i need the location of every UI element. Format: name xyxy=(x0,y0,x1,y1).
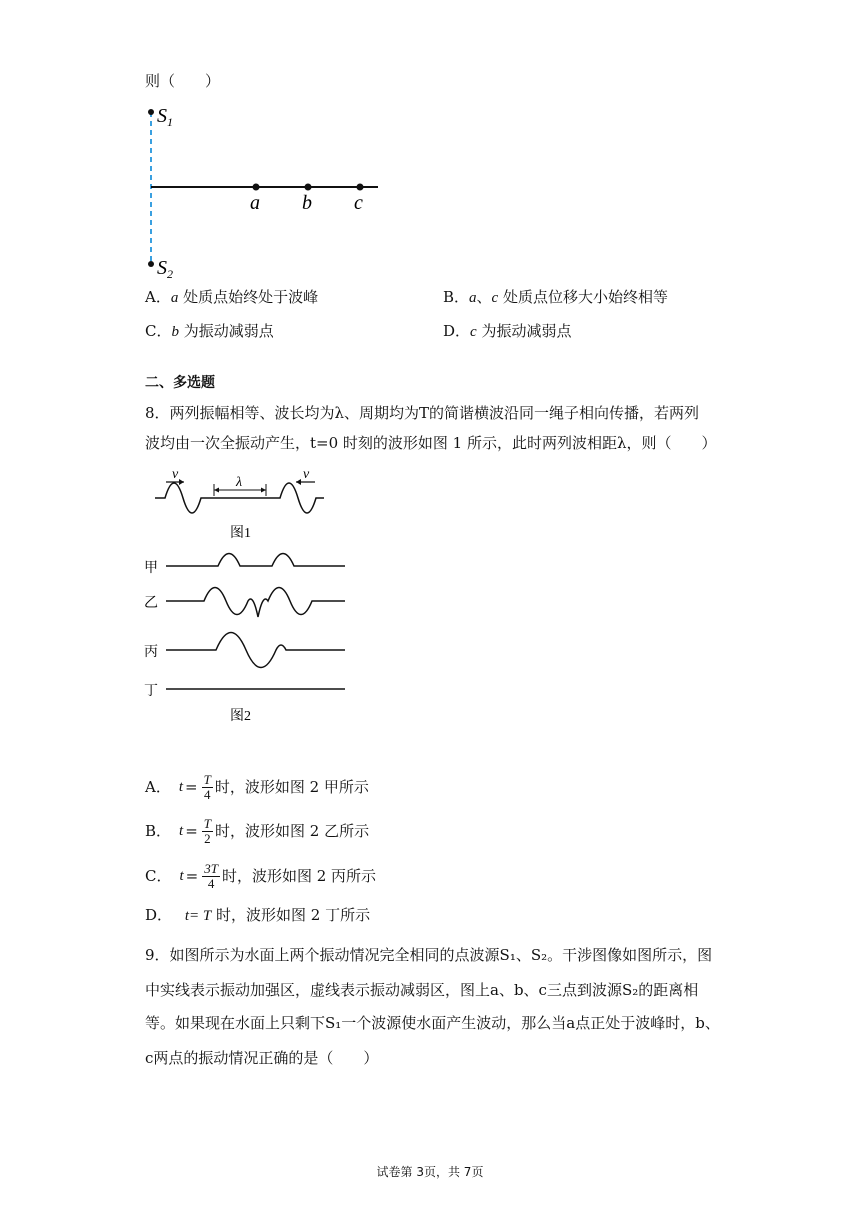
q7-s2-label: $S_2$ xyxy=(157,257,173,281)
q7-option-d[interactable]: D．c 为振动减弱点 xyxy=(443,322,572,340)
fig1-v-right: v xyxy=(303,467,310,482)
q8-option-b[interactable]: B． t = $\frac{T}{2}$ 时，波形如图 2 乙所示 xyxy=(145,815,370,846)
fig1-v-left: v xyxy=(172,467,179,482)
q8-option-d[interactable]: D． t= T 时，波形如图 2 丁所示 xyxy=(145,906,371,924)
q7-option-a[interactable]: A．a 处质点始终处于波峰 xyxy=(145,288,319,306)
q8-figure1 xyxy=(150,462,340,542)
q7-label-b: b xyxy=(302,192,312,214)
q7-source-s2-dot xyxy=(148,261,154,267)
q9-stem-line2: 中实线表示振动加强区，虚线表示振动减弱区，图上a、b、c三点到波源S₂的距离相 xyxy=(145,981,699,999)
q9-stem-line4: c两点的振动情况正确的是（ ） xyxy=(145,1049,379,1067)
fig2-label-bing: 丙 xyxy=(144,645,158,660)
q7-point-b-dot xyxy=(305,184,312,191)
section-title-multiple-choice: 二、多选题 xyxy=(145,375,215,391)
fraction-t-over-4: $\frac{T}{4}$ xyxy=(203,771,211,802)
fig1-right-wave xyxy=(265,483,324,513)
fig2-wave-bing xyxy=(166,633,345,668)
q8-option-c[interactable]: C． t = $\frac{3T}{4}$ 时，波形如图 2 丙所示 xyxy=(145,860,377,891)
q7-option-b[interactable]: B．a、c 处质点位移大小始终相等 xyxy=(443,288,668,306)
q8-option-a[interactable]: A． t = $\frac{T}{4}$ 时，波形如图 2 甲所示 xyxy=(145,771,369,802)
q7-s1-label: $S_1$ xyxy=(157,105,173,129)
page-footer: 试卷第 3页，共 7页 xyxy=(376,1165,484,1179)
fig2-caption: 图2 xyxy=(230,709,251,724)
q9-stem-line1: 9．如图所示为水面上两个振动情况完全相同的点波源S₁、S₂。干涉图像如图所示，图 xyxy=(145,946,713,964)
fig1-left-arrow-head xyxy=(179,479,184,485)
q8-figure2 xyxy=(140,545,355,725)
fig2-label-jia: 甲 xyxy=(144,561,158,576)
fraction-3t-over-4: $\frac{3T}{4}$ xyxy=(204,860,218,891)
q9-stem-line3: 等。如果现在水面上只剩下S₁一个波源使水面产生波动，那么当a点正处于波峰时，b、 xyxy=(145,1014,720,1032)
fig1-right-arrow-head xyxy=(296,479,301,485)
q7-label-c: c xyxy=(354,192,363,214)
q7-figure xyxy=(140,100,390,285)
q8-stem-line1: 8．两列振幅相等、波长均为λ、周期均为T的简谐横波沿同一绳子相向传播，若两列 xyxy=(145,404,700,422)
q7-point-a-dot xyxy=(253,184,260,191)
q7-point-c-dot xyxy=(357,184,364,191)
fraction-t-over-2: $\frac{T}{2}$ xyxy=(203,815,212,846)
fig1-left-wave xyxy=(155,483,216,513)
fig2-wave-yi xyxy=(166,588,345,618)
fig2-label-yi: 乙 xyxy=(144,596,158,611)
q8-stem-line2: 波均由一次全振动产生，t=0 时刻的波形如图 1 所示，此时两列波相距λ，则（ ） xyxy=(145,434,717,452)
fig1-lambda-label: λ xyxy=(236,475,243,490)
q7-label-a: a xyxy=(250,192,260,214)
fig1-caption: 图1 xyxy=(230,526,251,541)
q7-lead: 则（ ） xyxy=(145,72,221,90)
q7-source-s1-dot xyxy=(148,109,154,115)
q7-option-c[interactable]: C．b 为振动减弱点 xyxy=(145,322,274,340)
fig2-wave-jia xyxy=(166,554,345,567)
fig2-label-ding: 丁 xyxy=(144,684,158,699)
